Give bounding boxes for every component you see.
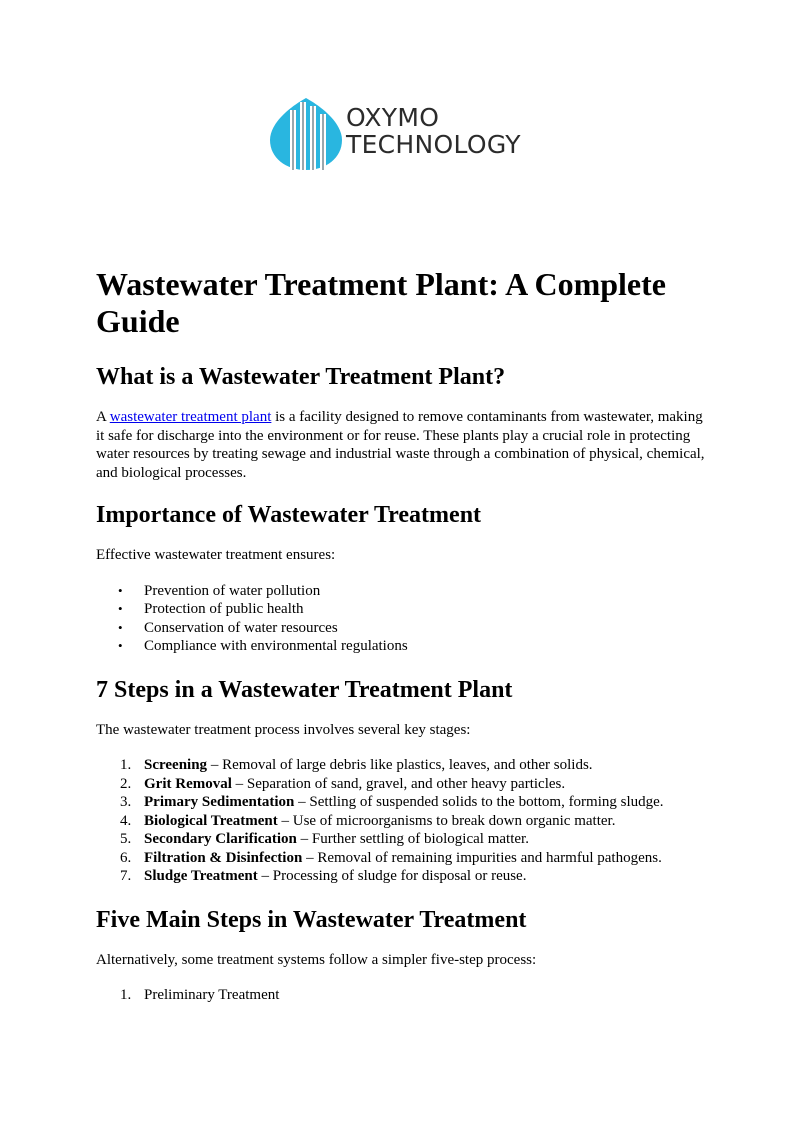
list-item [96,812,706,831]
list-item [96,830,706,849]
step-term: Filtration & Disinfection [144,849,303,866]
importance-list [96,582,706,656]
intro-suffix: is a facility designed to remove contaminants from wastewater, making it safe for discharge into the environment or for reuse. These plants play a crucial role in protecting water resources by treating sewage and industrial waste through a combination of physical, chemical, and biological processes. [96,409,705,481]
building-drop-icon [268,96,344,172]
step-number: 1. [120,757,132,773]
logo-wordmark [346,104,521,158]
list-item [96,849,706,868]
section-heading-seven-steps: 7 Steps in a Wastewater Treatment Plant [96,676,513,703]
step-number: 1. [120,987,132,1003]
five-steps-intro: Alternatively, some treatment systems follow a simpler five-step process: [96,951,537,968]
list-item [96,793,706,812]
step-number: 7. [120,868,132,884]
list-item: • Prevention of water pollution [96,582,706,601]
step-term: Screening [144,757,208,773]
list-item: • Compliance with environmental regulations [96,637,706,656]
list-item [96,867,706,886]
step-term: Secondary Clarification [144,831,297,847]
five-steps-list [96,986,706,1005]
list-item [96,775,706,794]
page-title: Wastewater Treatment Plant: A Complete Guide [96,266,666,339]
step-description: – Processing of sludge for disposal or reuse. [257,868,527,884]
logo-line-2: TECHNOLOGY [346,130,521,159]
step-description: – Separation of sand, gravel, and other heavy particles. [231,775,566,792]
step-description: – Settling of suspended solids to the bottom, forming sludge. [294,794,664,810]
section-heading-what-is: What is a Wastewater Treatment Plant? [96,364,506,390]
step-description: – Removal of remaining impurities and harmful pathogens. [302,849,662,866]
step-text: Preliminary Treatment [144,987,280,1003]
company-logo [268,96,528,172]
seven-steps-list [96,756,706,886]
intro-prefix: A [96,409,110,425]
intro-paragraph [96,408,706,482]
step-term: Sludge Treatment [144,868,258,884]
step-term: Biological Treatment [144,812,278,829]
section-heading-importance: Importance of Wastewater Treatment [96,502,482,528]
step-number: 4. [120,812,132,829]
step-term: Primary Sedimentation [144,794,295,810]
wastewater-plant-link[interactable]: wastewater treatment plant [109,409,272,425]
article-body [96,266,706,1005]
step-description: – Removal of large debris like plastics, leaves, and other solids. [207,757,593,773]
step-number: 5. [120,831,132,847]
list-item [96,986,706,1005]
step-number: 6. [120,849,132,866]
step-number: 3. [120,794,132,810]
list-item: • Protection of public health [96,600,706,619]
step-term: Grit Removal [144,775,232,792]
logo-line-1: OXYMO [346,103,440,132]
section-heading-five-steps: Five Main Steps in Wastewater Treatment [96,906,527,933]
list-item: • Conservation of water resources [96,619,706,638]
step-description: – Further settling of biological matter. [296,831,529,847]
step-description: – Use of microorganisms to break down organic matter. [277,812,616,829]
list-item [96,756,706,775]
step-number: 2. [120,775,132,792]
seven-steps-intro: The wastewater treatment process involves several key stages: [96,721,471,738]
importance-intro: Effective wastewater treatment ensures: [96,547,336,563]
